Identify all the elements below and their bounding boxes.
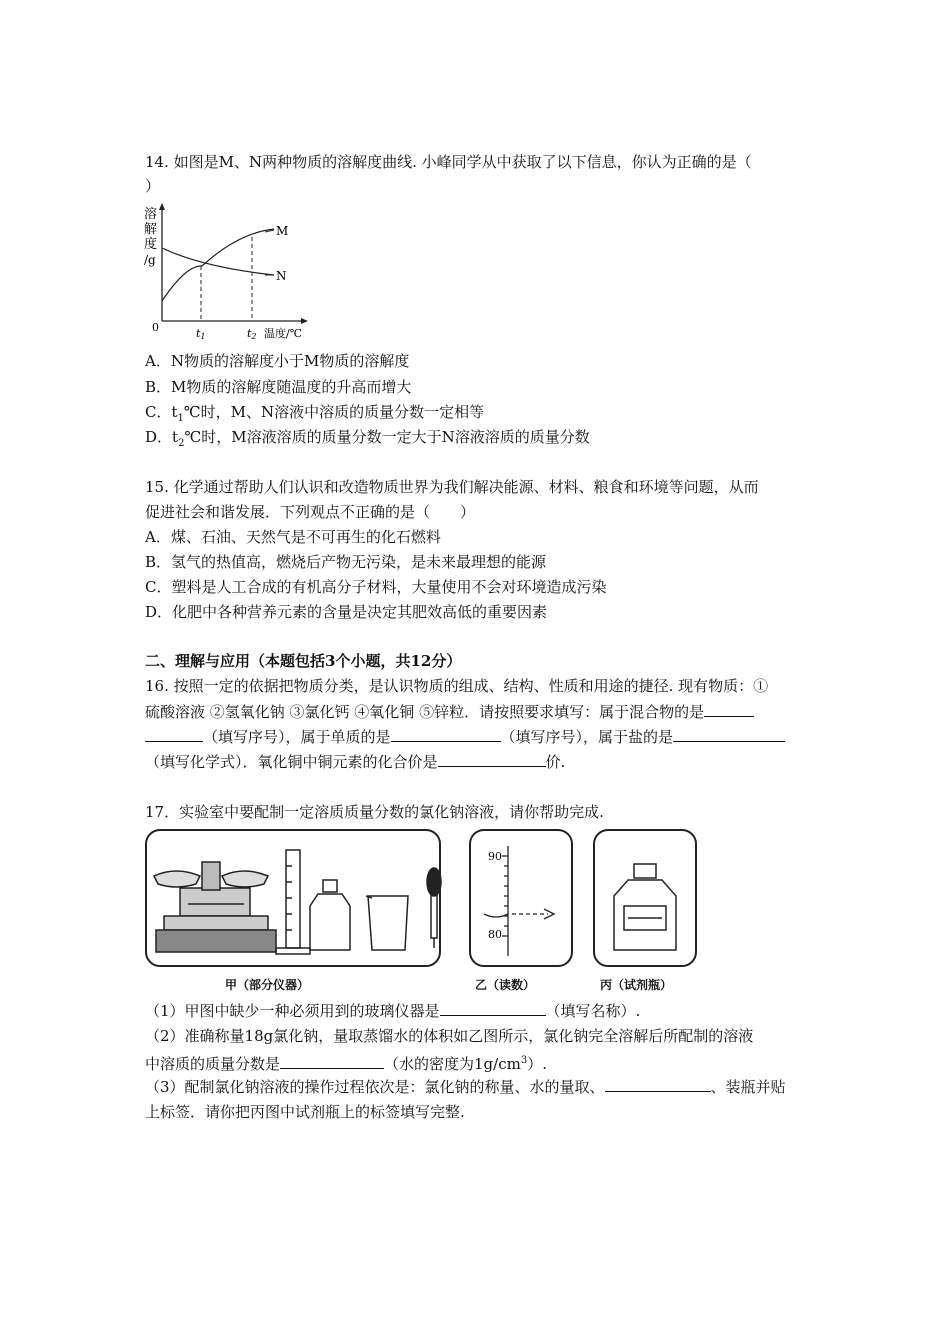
x-axis-arrow — [301, 318, 308, 324]
blank-element[interactable] — [391, 727, 501, 742]
curve-m — [162, 229, 274, 301]
blank-glass-instrument[interactable] — [440, 1001, 546, 1016]
balance-icon — [154, 862, 276, 952]
q15-stem-1: 15. 化学通过帮助人们认识和改造物质世界为我们解决能源、材料、粮食和环境等问题，从而 — [145, 478, 759, 496]
q17-part-2-line-2: 中溶质的质量分数是 （水的密度为$1g/cm^3$）. — [145, 1055, 547, 1073]
q15-option-c: C．塑料是人工合成的有机高分子材料，大量使用不会对环境造成污染 — [145, 578, 607, 596]
section-2-title: 二、理解与应用（本题包括3个小题，共12分） — [145, 652, 462, 670]
blank-mixture-2[interactable] — [145, 727, 203, 742]
labeled-bottle-icon — [614, 864, 676, 950]
blank-mixture-1[interactable] — [704, 702, 754, 717]
q16-line-1: 16. 按照一定的依据把物质分类，是认识物质的组成、结构、性质和用途的捷径. 现有物质：① — [145, 677, 769, 695]
q15-option-d: D．化肥中各种营养元素的含量是决定其肥效高低的重要因素 — [145, 603, 548, 621]
q14-option-d: D．$t_2℃$时，M溶液溶质的质量分数一定大于N溶液溶质的质量分数 — [145, 428, 590, 449]
ylabel-char-1: 溶 — [144, 207, 158, 222]
q15-option-a: A．煤、石油、天然气是不可再生的化石燃料 — [145, 528, 441, 546]
measuring-cylinder-icon — [276, 850, 310, 954]
q14-option-a: A．N物质的溶解度小于M物质的溶解度 — [145, 352, 410, 370]
blank-valence[interactable] — [438, 752, 546, 767]
apparatus-figure — [140, 826, 710, 970]
q15-stem-2: 促进社会和谐发展．下列观点不正确的是（ ） — [145, 503, 476, 521]
blank-salt[interactable] — [673, 727, 785, 742]
blank-operation-step[interactable] — [605, 1077, 711, 1092]
caption-bing: 丙（试剂瓶） — [600, 978, 673, 992]
q15-option-b: B．氢气的热值高，燃烧后产物无污染，是未来最理想的能源 — [145, 553, 547, 571]
q14-stem-end: ） — [145, 177, 161, 195]
label-n: N — [276, 269, 287, 283]
q14-option-c: C．$t_1℃$时，M、N溶液中溶质的质量分数一定相等 — [145, 403, 485, 424]
tick-90: 90 — [488, 850, 502, 863]
beaker-icon — [366, 896, 408, 950]
q16-line-3: （填写序号），属于单质的是 （填写序号），属于盐的是 — [145, 726, 785, 748]
tick-80: 80 — [488, 928, 502, 941]
solubility-chart — [140, 203, 330, 343]
origin-label: 0 — [152, 321, 159, 334]
dropper-icon — [427, 868, 441, 948]
fig-yi-frame — [470, 830, 572, 966]
y-axis-arrow — [159, 203, 165, 210]
q17-part-3-line-1: （3）配制氯化钠溶液的操作过程依次是：氯化钠的称量、水的量取、 、装瓶并贴 — [145, 1078, 786, 1096]
q17-part-1: （1）甲图中缺少一种必须用到的玻璃仪器是 （填写名称）. — [145, 1002, 641, 1020]
x-axis-label: 温度/℃ — [264, 327, 303, 340]
q16-line-2: 硫酸溶液 ②氢氧化钠 ③氯化钙 ④氧化铜 ⑤锌粒．请按照要求填写：属于混合物的是 — [145, 701, 754, 723]
q16-line-4: （填写化学式）．氧化铜中铜元素的化合价是 价. — [145, 753, 566, 771]
blank-mass-fraction[interactable] — [280, 1054, 384, 1069]
t2-label: t2 — [247, 327, 257, 341]
q17-part-3-line-2: 上标签．请你把丙图中试剂瓶上的标签填写完整. — [145, 1103, 465, 1121]
caption-jia: 甲（部分仪器） — [225, 978, 310, 992]
ylabel-char-2: 解 — [144, 222, 158, 237]
q14-stem: 14. 如图是M、N两种物质的溶解度曲线. 小峰同学从中获取了以下信息，你认为正确的是（ — [145, 153, 752, 171]
t1-label: t1 — [196, 327, 206, 341]
fig-bing-frame — [594, 830, 696, 966]
q14-option-b: B．M物质的溶解度随温度的升高而增大 — [145, 378, 412, 396]
ylabel-char-3: 度 — [144, 237, 158, 252]
label-m: M — [276, 224, 289, 238]
q17-part-2-line-1: （2）准确称量18g氯化钠，量取蒸馏水的体积如乙图所示，氯化钠完全溶解后所配制的溶液 — [145, 1027, 754, 1045]
caption-yi: 乙（读数） — [475, 978, 536, 992]
ylabel-unit: /g — [144, 253, 156, 267]
reagent-bottle-icon — [310, 880, 350, 950]
q17-stem: 17．实验室中要配制一定溶质质量分数的氯化钠溶液，请你帮助完成. — [145, 803, 604, 821]
